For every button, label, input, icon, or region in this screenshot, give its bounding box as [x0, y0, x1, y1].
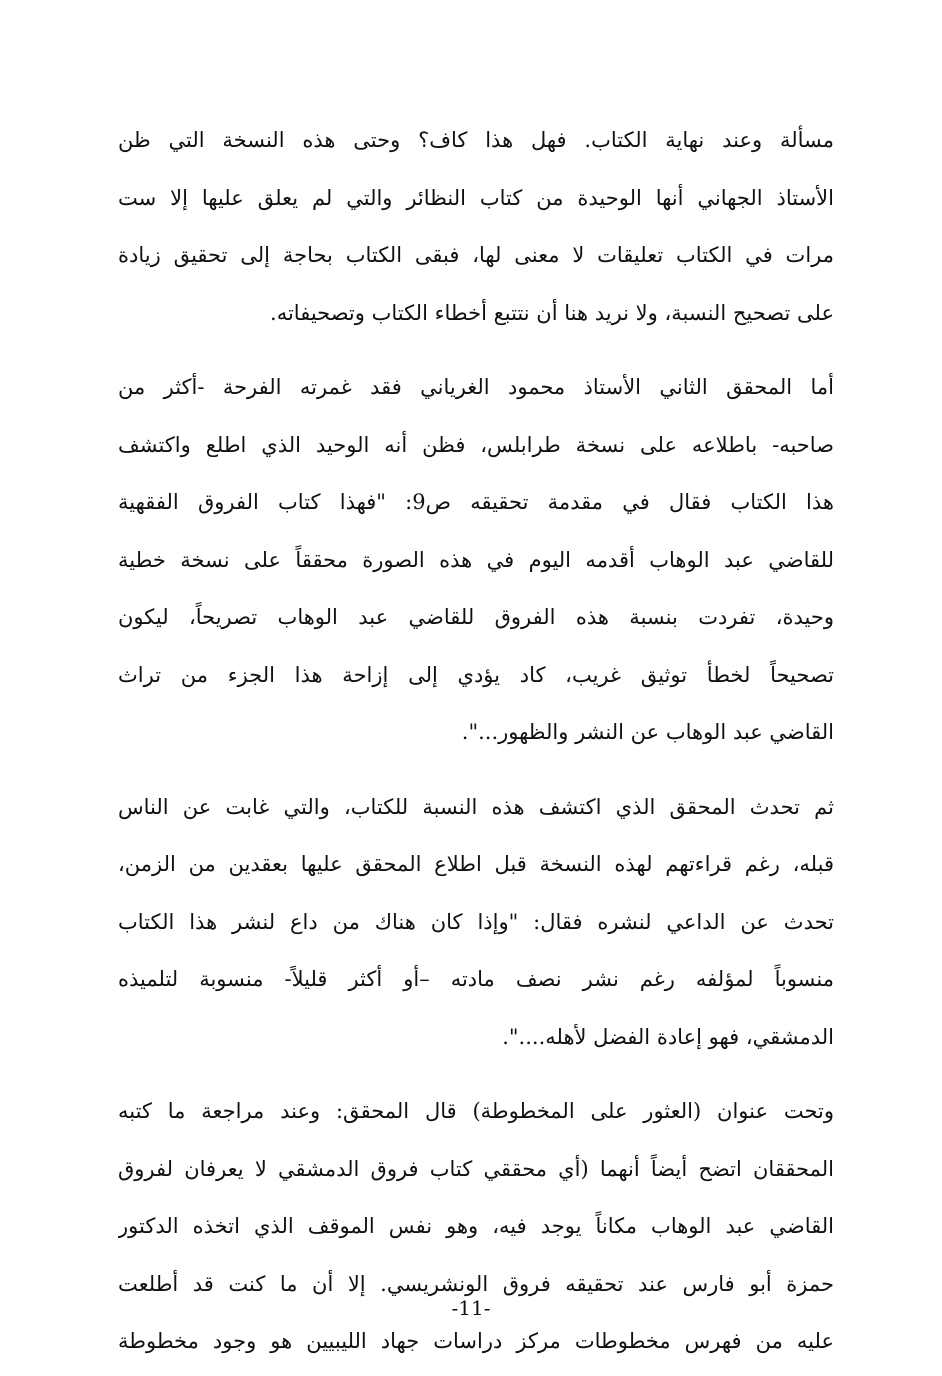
text-line: منسوباً لمؤلفه رغم نشر نصف مادته –أو أكثر قليلاً- منسوبة لتلميذه [118, 967, 834, 991]
text-line: ثم تحدث المحقق الذي اكتشف هذه النسبة للكتاب، والتي غابت عن الناس [118, 794, 834, 819]
paragraph-4 [118, 1083, 834, 1371]
text-line: مسألة وعند نهاية الكتاب. فهل هذا كاف؟ وحتى هذه النسخة التي ظن [118, 128, 834, 152]
text-line: الدمشقي، فهو إعادة الفضل لأهله....". [502, 1024, 834, 1049]
text-line: مرات في الكتاب تعليقات لا معنى لها، فبقى الكتاب بحاجة إلى تحقيق زيادة [118, 243, 834, 267]
text-line: الأستاذ الجهاني أنها الوحيدة من كتاب النظائر والتي لم يعلق عليها إلا ست [118, 185, 834, 210]
text-line: تصحيحاً لخطأ توثيق غريب، كاد يؤدي إلى إزاحة هذا الجزء من تراث [118, 662, 834, 687]
text-line: للقاضي عبد الوهاب أقدمه اليوم في هذه الصورة محققاً على نسخة خطية [118, 547, 834, 572]
text-line: على تصحيح النسبة، ولا نريد هنا أن نتتبع أخطاء الكتاب وتصحيفاته. [270, 300, 834, 325]
text-line: وتحت عنوان (العثور على المخطوطة) قال المحقق: وعند مراجعة ما كتبه [118, 1099, 834, 1123]
text-line: وحيدة، تفردت بنسبة هذه الفروق للقاضي عبد الوهاب تصريحاً، ليكون [118, 605, 834, 629]
paragraph-2 [118, 359, 834, 762]
paragraph-gap [118, 762, 834, 779]
text-line: عليه من فهرس مخطوطات مركز دراسات جهاد الليبيين هو وجود مخطوطة [118, 1329, 834, 1353]
text-line: صاحبه- باطلاعه على نسخة طرابلس، فظن أنه الوحيد الذي اطلع واكتشف [118, 432, 834, 457]
paragraph-gap [118, 1066, 834, 1083]
text-line: القاضي عبد الوهاب عن النشر والظهور...". [461, 720, 834, 744]
text-line: تحدث عن الداعي لنشره فقال: "وإذا كان هناك من داع لنشر هذا الكتاب [118, 909, 834, 934]
text-line: حمزة أبو فارس عند تحقيقه فروق الونشريسي. إلا أن ما كنت قد أطلعت [118, 1271, 834, 1296]
page-number: -11- [451, 1296, 491, 1320]
text-line: القاضي عبد الوهاب مكاناً يوجد فيه، وهو نفس الموقف الذي اتخذه الدكتور [118, 1214, 834, 1238]
text-line: المحققان اتضح أيضاً أنهما (أي محققي كتاب فروق الدمشقي لا يعرفان لفروق [118, 1156, 834, 1181]
text-line: قبله، رغم قراءتهم لهذه النسخة قبل اطلاع المحقق عليها بعقدين من الزمن، [118, 852, 834, 876]
text-line: هذا الكتاب فقال في مقدمة تحقيقه ص9: "فهذا كتاب الفروق الفقهية [118, 490, 834, 514]
paragraph-1 [118, 112, 834, 342]
text-line: أما المحقق الثاني الأستاذ محمود الغرياني فقد غمرته الفرحة -أكثر من [118, 375, 834, 399]
body-text [118, 112, 834, 1371]
paragraph-gap [118, 342, 834, 359]
paragraph-3 [118, 779, 834, 1067]
